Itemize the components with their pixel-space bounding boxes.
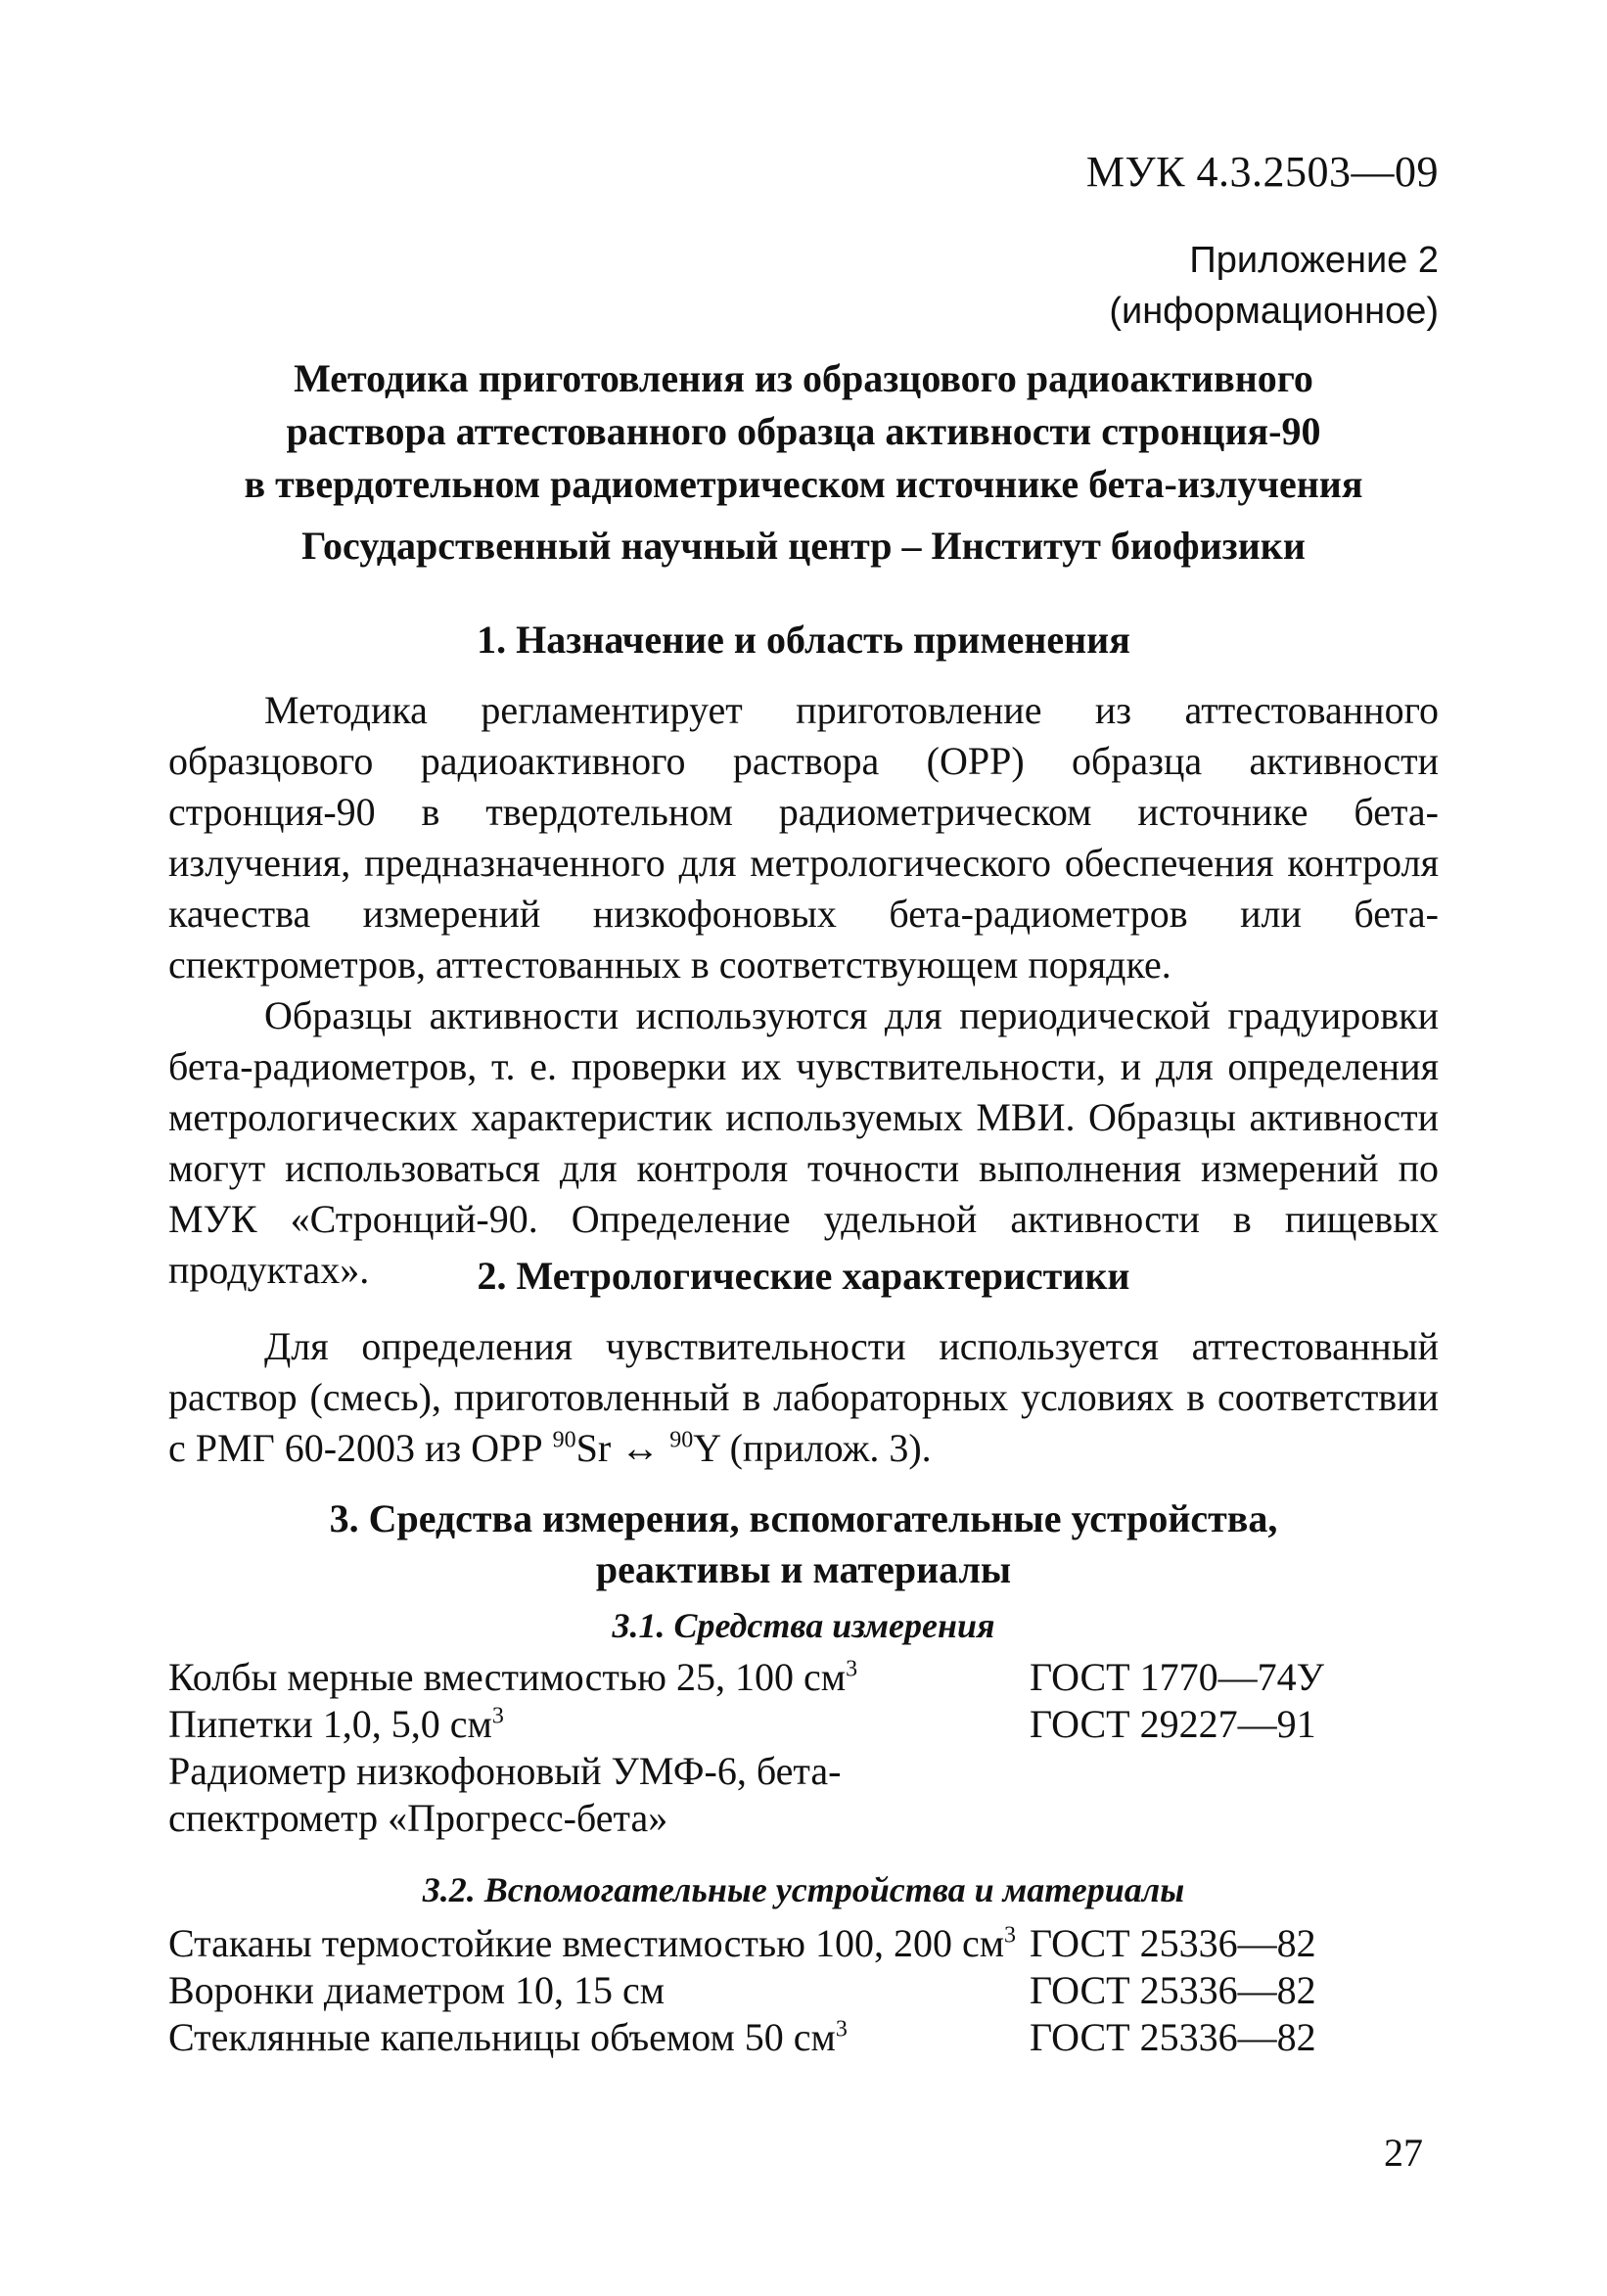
- paragraph-text: Для определения чувствительности используется аттестованный раствор (смесь), приготовленный в лабораторных условиях в соответствии с РМГ 60-2003 из ОРР: [168, 1324, 1439, 1470]
- appendix-number: Приложение 2: [1189, 240, 1439, 281]
- subsection-3-2-heading: 3.2. Вспомогательные устройства и материалы: [422, 1870, 1185, 1909]
- equipment-item: [168, 1701, 504, 1748]
- isotope-text: Sr ↔: [575, 1426, 670, 1470]
- isotope-mass: 90: [669, 1427, 694, 1453]
- unit-power: 3: [846, 1656, 858, 1682]
- section-2-body: [168, 1321, 1439, 1474]
- item-name: Воронки диаметром 10, 15 см: [168, 1968, 666, 2012]
- appendix-type: (информационное): [1109, 291, 1439, 332]
- paragraph: [168, 1321, 1439, 1474]
- isotope-mass: 90: [552, 1427, 576, 1453]
- item-name: спектрометр «Прогресс-бета»: [168, 1796, 668, 1840]
- section-1-heading: 1. Назначение и область применения: [477, 618, 1130, 662]
- appendix-label: [1109, 235, 1439, 337]
- equipment-item: [168, 1748, 841, 1795]
- item-name: Стеклянные капельницы объемом 50 см: [168, 2015, 836, 2059]
- section-3-heading: [168, 1493, 1439, 1595]
- item-name: Пипетки 1,0, 5,0 см: [168, 1702, 492, 1746]
- section-2-heading: 2. Метрологические характеристики: [477, 1254, 1130, 1298]
- title-line: Методика приготовления из образцового радиоактивного: [294, 356, 1313, 400]
- equipment-item: [168, 1654, 857, 1701]
- heading-line: 3. Средства измерения, вспомогательные устройства,: [329, 1496, 1278, 1540]
- document-title: [168, 352, 1439, 511]
- paragraph: Методика регламентирует приготовление из аттестованного образцового радиоактивного раствора (ОРР) образца активности стронция-90 в твердотельном радиометрическом источнике бета-излучения, предназначенного для метрологического обеспечения контроля качества измерений низкофоновых бета-радиометров или бета-спектрометров, аттестованных в соответствующем порядке.: [168, 688, 1439, 987]
- heading-line: реактивы и материалы: [595, 1547, 1012, 1591]
- gost-reference: ГОСТ 25336—82: [1030, 2015, 1316, 2059]
- paragraph: Образцы активности используются для периодической градуировки бета-радиометров, т. е. проверки их чувствительности, и для определения метрологических характеристик используемых МВИ. Образцы активности могут использоваться для контроля точности выполнения измерений по МУК «Стронций-90. Определение удельной активности в пищевых продуктах».: [168, 993, 1439, 1292]
- title-line: в твердотельном радиометрическом источнике бета-излучения: [244, 462, 1363, 506]
- gost-reference: ГОСТ 25336—82: [1030, 1921, 1316, 1965]
- equipment-item: [168, 1795, 667, 1842]
- page-number: 27: [1384, 2131, 1423, 2175]
- equipment-item: [168, 1920, 1016, 1967]
- organization-name: Государственный научный центр – Институт биофизики: [301, 524, 1306, 568]
- unit-power: 3: [1004, 1922, 1017, 1949]
- item-name: Колбы мерные вместимостью 25, 100 см: [168, 1655, 847, 1699]
- gost-reference: ГОСТ 25336—82: [1030, 1968, 1316, 2012]
- equipment-item: [168, 2014, 848, 2061]
- paragraph-text: Y (прилож. 3).: [693, 1426, 932, 1470]
- gost-reference: ГОСТ 1770—74У: [1030, 1655, 1324, 1699]
- unit-power: 3: [491, 1703, 504, 1729]
- subsection-3-1-heading: 3.1. Средства измерения: [612, 1606, 995, 1645]
- section-1-body: [168, 685, 1439, 1296]
- item-name: Радиометр низкофоновый УМФ-6, бета-: [168, 1749, 842, 1793]
- title-line: раствора аттестованного образца активности стронция-90: [286, 409, 1321, 453]
- unit-power: 3: [835, 2016, 848, 2043]
- equipment-item: [168, 1967, 665, 2014]
- item-name: Стаканы термостойкие вместимостью 100, 200 см: [168, 1921, 1005, 1965]
- gost-reference: ГОСТ 29227—91: [1030, 1702, 1316, 1746]
- document-code: МУК 4.3.2503—09: [1085, 148, 1439, 196]
